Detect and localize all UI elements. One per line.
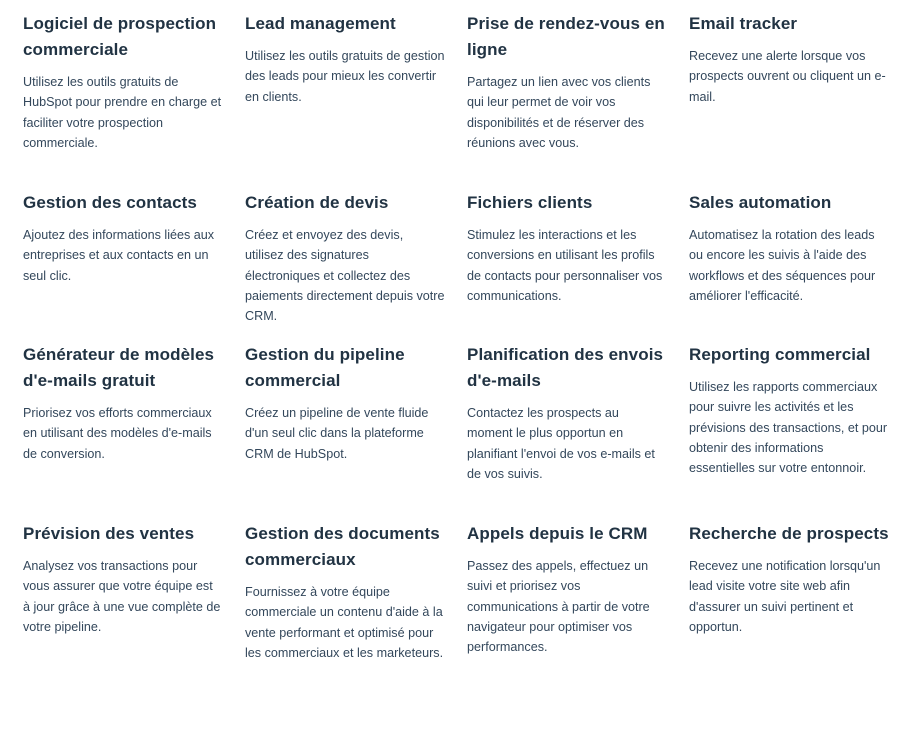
feature-description: Partagez un lien avec vos clients qui leur permet de voir vos disponibilités et de réserver des réunions avec vous. [467, 75, 651, 150]
feature-description: Stimulez les interactions et les conversions en utilisant les profils de contacts pour personnaliser vos communications. [467, 228, 663, 303]
feature-description: Recevez une alerte lorsque vos prospects ouvrent ou cliquent un e-mail. [689, 49, 886, 104]
feature-card-email-scheduling [467, 342, 667, 484]
feature-description: Contactez les prospects au moment le plus opportun en planifiant l'envoi de vos e-mails et de vos suivis. [467, 406, 655, 481]
feature-description: Automatisez la rotation des leads ou encore les suivis à l'aide des workflows et des séquences pour améliorer l'efficacité. [689, 228, 876, 303]
feature-card-lead-management [245, 11, 445, 107]
feature-title[interactable]: Gestion du pipeline commercial [245, 345, 405, 390]
feature-card-customer-profiles [467, 190, 667, 306]
feature-description: Utilisez les outils gratuits de gestion des leads pour mieux les convertir en clients. [245, 49, 445, 104]
feature-card-prospects [689, 521, 889, 637]
feature-description: Ajoutez des informations liées aux entreprises et aux contacts en un seul clic. [23, 228, 215, 283]
feature-description: Utilisez les outils gratuits de HubSpot pour prendre en charge et faciliter votre prospection commerciale. [23, 75, 222, 150]
feature-card-sales-reporting [689, 342, 889, 478]
feature-description: Recevez une notification lorsqu'un lead visite votre site web afin d'assurer un suivi pertinent et opportun. [689, 559, 881, 634]
feature-card-sales-prospecting [23, 11, 223, 153]
feature-description: Priorisez vos efforts commerciaux en utilisant des modèles d'e-mails de conversion. [23, 406, 212, 461]
feature-card-document-management [245, 521, 445, 663]
feature-title[interactable]: Prévision des ventes [23, 524, 195, 543]
feature-description: Analysez vos transactions pour vous assurer que votre équipe est à jour grâce à une vue complète de votre pipeline. [23, 559, 221, 634]
feature-title[interactable]: Gestion des documents commerciaux [245, 524, 440, 569]
feature-description: Créez et envoyez des devis, utilisez des signatures électroniques et collectez des paiements directement depuis votre CRM. [245, 228, 445, 324]
feature-description: Fournissez à votre équipe commerciale un contenu d'aide à la vente performant et optimisé pour les commerciaux et les marketeurs. [245, 585, 444, 660]
feature-title[interactable]: Planification des envois d'e-mails [467, 345, 664, 390]
feature-title[interactable]: Fichiers clients [467, 193, 593, 212]
feature-card-crm-calling [467, 521, 667, 657]
feature-card-contact-management [23, 190, 223, 286]
feature-title[interactable]: Recherche de prospects [689, 524, 889, 543]
feature-title[interactable]: Reporting commercial [689, 345, 871, 364]
feature-card-email-tracker [689, 11, 889, 107]
feature-title[interactable]: Appels depuis le CRM [467, 524, 648, 543]
feature-title[interactable]: Email tracker [689, 14, 798, 33]
feature-title[interactable]: Prise de rendez-vous en ligne [467, 14, 665, 59]
feature-card-quotes [245, 190, 445, 326]
feature-card-meeting-scheduler [467, 11, 667, 153]
feature-card-pipeline-management [245, 342, 445, 464]
feature-description: Passez des appels, effectuez un suivi et priorisez vos communications à partir de votre navigateur pour optimiser vos performances. [467, 559, 650, 655]
feature-title[interactable]: Sales automation [689, 193, 832, 212]
feature-card-sales-forecasting [23, 521, 223, 637]
feature-description: Utilisez les rapports commerciaux pour suivre les activités et les prévisions des transactions, et pour obtenir des informations essentielles sur votre entonnoir. [689, 380, 888, 476]
feature-title[interactable]: Création de devis [245, 193, 389, 212]
feature-title[interactable]: Lead management [245, 14, 396, 33]
feature-title[interactable]: Logiciel de prospection commerciale [23, 14, 217, 59]
feature-card-email-templates [23, 342, 223, 464]
feature-title[interactable]: Générateur de modèles d'e-mails gratuit [23, 345, 215, 390]
feature-description: Créez un pipeline de vente fluide d'un seul clic dans la plateforme CRM de HubSpot. [245, 406, 429, 461]
feature-title[interactable]: Gestion des contacts [23, 193, 197, 212]
feature-card-sales-automation [689, 190, 889, 306]
